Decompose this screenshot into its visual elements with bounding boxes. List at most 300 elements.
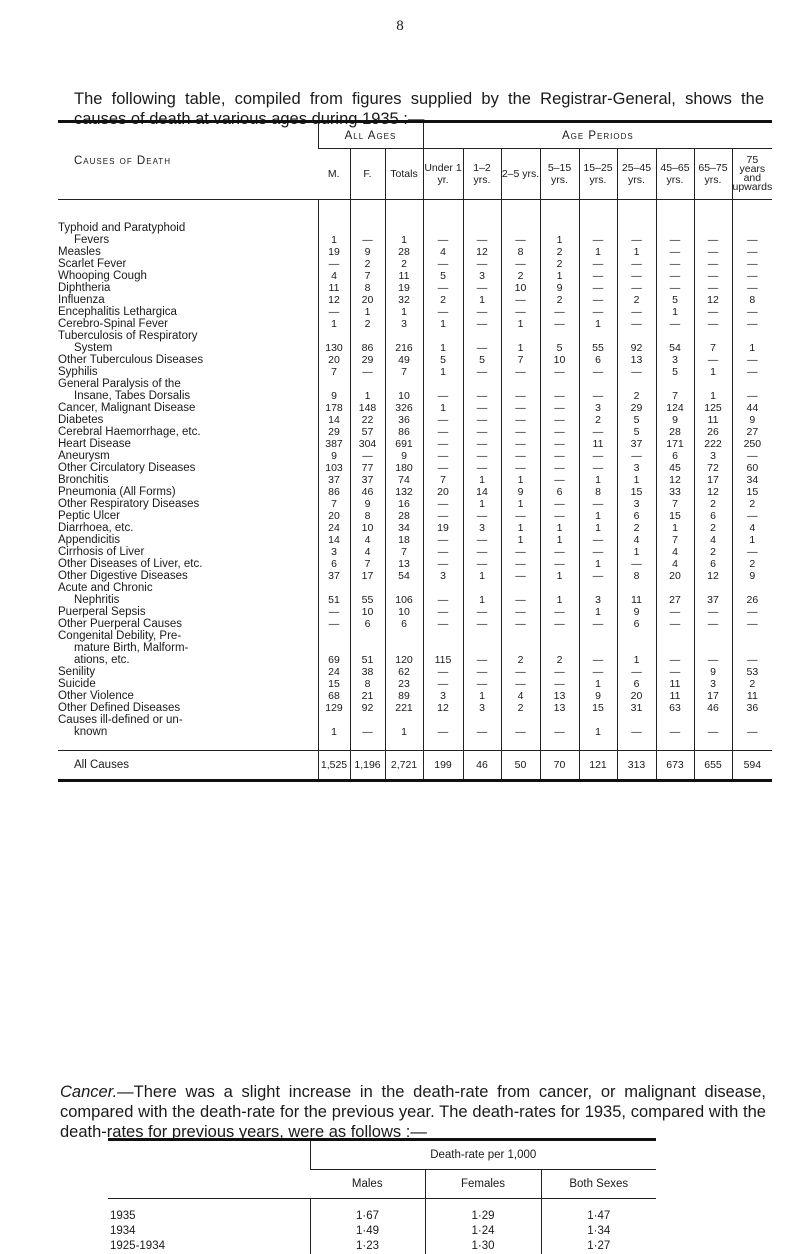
- table-row-continued: [58, 222, 772, 234]
- value-cell: 125: [694, 402, 732, 414]
- value-cell: —: [423, 558, 463, 570]
- value-cell: 9: [350, 498, 385, 510]
- value-cell: —: [423, 414, 463, 426]
- value-cell: 5: [617, 426, 656, 438]
- value-cell: 27: [656, 594, 694, 606]
- value-cell: 37: [318, 474, 350, 486]
- rate-year-label: 1935: [108, 1209, 310, 1224]
- value-cell: 1: [617, 246, 656, 258]
- value-cell: [732, 222, 772, 234]
- value-cell: —: [501, 414, 540, 426]
- totals-label: All Causes: [58, 751, 318, 781]
- value-cell: —: [423, 462, 463, 474]
- cause-cell: [58, 618, 318, 630]
- value-cell: [732, 378, 772, 390]
- value-cell: 11: [617, 594, 656, 606]
- cause-cell: [58, 306, 318, 318]
- totals-value: 121: [579, 751, 617, 781]
- value-cell: 6: [694, 510, 732, 522]
- value-cell: 6: [656, 450, 694, 462]
- value-cell: —: [318, 618, 350, 630]
- value-cell: 3: [385, 318, 423, 330]
- value-cell: 7: [656, 534, 694, 546]
- value-cell: 2: [540, 294, 579, 306]
- rate-value: 1·34: [541, 1224, 656, 1239]
- value-cell: —: [423, 534, 463, 546]
- value-cell: 46: [350, 486, 385, 498]
- value-cell: [579, 714, 617, 726]
- value-cell: —: [423, 498, 463, 510]
- value-cell: —: [463, 258, 501, 270]
- value-cell: 10: [350, 606, 385, 618]
- rate-table-body: [108, 1199, 656, 1254]
- value-cell: [385, 222, 423, 234]
- value-cell: [385, 642, 423, 654]
- value-cell: 12: [656, 474, 694, 486]
- value-cell: 6: [540, 486, 579, 498]
- value-cell: —: [656, 606, 694, 618]
- value-cell: —: [732, 366, 772, 378]
- value-cell: 37: [318, 570, 350, 582]
- value-cell: 86: [350, 342, 385, 354]
- cause-label: Cerebral Haemorrhage, etc.: [58, 426, 201, 438]
- value-cell: 14: [318, 414, 350, 426]
- value-cell: —: [501, 462, 540, 474]
- value-cell: —: [617, 726, 656, 738]
- value-cell: [463, 582, 501, 594]
- value-cell: 2: [617, 390, 656, 402]
- rate-row: [108, 1209, 656, 1224]
- column-header: 2–5 yrs.: [501, 149, 540, 200]
- cause-label: Scarlet Fever: [58, 258, 126, 270]
- cancer-paragraph: [60, 1082, 766, 1142]
- value-cell: [579, 630, 617, 642]
- value-cell: [423, 582, 463, 594]
- cause-cell: [58, 546, 318, 558]
- value-cell: 13: [540, 690, 579, 702]
- value-cell: —: [732, 318, 772, 330]
- cause-cell: [58, 222, 318, 234]
- value-cell: [318, 378, 350, 390]
- all-ages-header: All Ages: [318, 122, 423, 149]
- value-cell: —: [617, 366, 656, 378]
- value-cell: 1: [385, 726, 423, 738]
- value-cell: —: [656, 654, 694, 666]
- value-cell: 1: [732, 342, 772, 354]
- value-cell: 1: [423, 318, 463, 330]
- value-cell: —: [579, 618, 617, 630]
- value-cell: 74: [385, 474, 423, 486]
- table-row-continued: [58, 630, 772, 642]
- value-cell: 57: [350, 426, 385, 438]
- value-cell: [318, 582, 350, 594]
- value-cell: —: [656, 318, 694, 330]
- cause-label: Syphilis: [58, 366, 98, 378]
- value-cell: 51: [350, 654, 385, 666]
- value-cell: 86: [385, 426, 423, 438]
- value-cell: [732, 642, 772, 654]
- table-row: [58, 510, 772, 522]
- value-cell: —: [617, 318, 656, 330]
- value-cell: —: [423, 426, 463, 438]
- spacer-cell: [385, 738, 423, 751]
- value-cell: 1: [656, 306, 694, 318]
- value-cell: 9: [617, 606, 656, 618]
- table-row: [58, 258, 772, 270]
- value-cell: 19: [385, 282, 423, 294]
- value-cell: —: [732, 618, 772, 630]
- cause-label: Tuberculosis of Respiratory: [58, 330, 198, 342]
- value-cell: [694, 714, 732, 726]
- value-cell: 2: [617, 294, 656, 306]
- value-cell: [350, 630, 385, 642]
- value-cell: [540, 222, 579, 234]
- value-cell: [656, 642, 694, 654]
- table-row: [58, 474, 772, 486]
- value-cell: [423, 714, 463, 726]
- value-cell: 6: [350, 618, 385, 630]
- value-cell: —: [463, 390, 501, 402]
- spacer-cell: [732, 200, 772, 223]
- value-cell: 3: [579, 402, 617, 414]
- value-cell: 22: [350, 414, 385, 426]
- value-cell: 1: [318, 234, 350, 246]
- value-cell: 221: [385, 702, 423, 714]
- table-row: [58, 546, 772, 558]
- value-cell: —: [540, 606, 579, 618]
- causes-header: Causes of Death: [58, 122, 318, 200]
- cause-cell: [58, 234, 318, 246]
- value-cell: 10: [540, 354, 579, 366]
- value-cell: 1: [617, 654, 656, 666]
- value-cell: 1: [617, 546, 656, 558]
- value-cell: —: [501, 390, 540, 402]
- column-header: 25–45 yrs.: [617, 149, 656, 200]
- value-cell: [579, 378, 617, 390]
- spacer-cell: [694, 738, 732, 751]
- value-cell: 2: [694, 498, 732, 510]
- value-cell: —: [463, 534, 501, 546]
- value-cell: —: [694, 354, 732, 366]
- table-row: [58, 534, 772, 546]
- value-cell: 33: [656, 486, 694, 498]
- cause-label: Congenital Debility, Pre-: [58, 630, 181, 642]
- rate-value: 1·23: [310, 1239, 425, 1254]
- value-cell: 11: [385, 270, 423, 282]
- value-cell: —: [501, 450, 540, 462]
- value-cell: 691: [385, 438, 423, 450]
- cause-label: Cerebro-Spinal Fever: [58, 318, 168, 330]
- value-cell: 178: [318, 402, 350, 414]
- value-cell: 8: [501, 246, 540, 258]
- value-cell: —: [423, 510, 463, 522]
- value-cell: —: [579, 270, 617, 282]
- value-cell: —: [501, 234, 540, 246]
- value-cell: —: [423, 618, 463, 630]
- value-cell: —: [540, 366, 579, 378]
- value-cell: 19: [423, 522, 463, 534]
- column-header: 45–65 yrs.: [656, 149, 694, 200]
- value-cell: [579, 222, 617, 234]
- rate-value: 1·29: [425, 1209, 541, 1224]
- value-cell: —: [463, 402, 501, 414]
- value-cell: 1: [501, 534, 540, 546]
- value-cell: 20: [617, 690, 656, 702]
- value-cell: 250: [732, 438, 772, 450]
- value-cell: —: [540, 546, 579, 558]
- value-cell: —: [501, 366, 540, 378]
- cause-label: Suicide: [58, 678, 96, 690]
- value-cell: 15: [656, 510, 694, 522]
- spacer-cell: [58, 200, 318, 223]
- rate-value: 1·24: [425, 1224, 541, 1239]
- value-cell: 63: [656, 702, 694, 714]
- cause-label: known: [58, 726, 107, 738]
- value-cell: 11: [656, 690, 694, 702]
- value-cell: 92: [350, 702, 385, 714]
- cause-cell: [58, 594, 318, 606]
- value-cell: —: [732, 270, 772, 282]
- value-cell: [540, 714, 579, 726]
- value-cell: 77: [350, 462, 385, 474]
- value-cell: 1: [540, 234, 579, 246]
- value-cell: [423, 630, 463, 642]
- cancer-text: —There was a slight increase in the death-rate from cancer, or malignant disease, compared with the death-rate for the previous year. The death-rates for 1935, compared with the death-rates for previous years, were as follows :—: [60, 1083, 766, 1141]
- value-cell: —: [423, 594, 463, 606]
- value-cell: —: [318, 258, 350, 270]
- value-cell: —: [540, 462, 579, 474]
- value-cell: —: [463, 342, 501, 354]
- value-cell: 7: [385, 366, 423, 378]
- value-cell: —: [423, 390, 463, 402]
- value-cell: [732, 582, 772, 594]
- value-cell: 1: [694, 366, 732, 378]
- table-row: [58, 570, 772, 582]
- value-cell: —: [579, 546, 617, 558]
- value-cell: 27: [732, 426, 772, 438]
- value-cell: 15: [617, 486, 656, 498]
- value-cell: —: [732, 654, 772, 666]
- value-cell: 2: [350, 318, 385, 330]
- spacer-cell: [540, 200, 579, 223]
- value-cell: [656, 714, 694, 726]
- cause-cell: [58, 702, 318, 714]
- value-cell: 28: [385, 510, 423, 522]
- value-cell: [318, 630, 350, 642]
- value-cell: —: [423, 546, 463, 558]
- table-row: [58, 690, 772, 702]
- value-cell: —: [540, 438, 579, 450]
- cause-label: Diarrhoea, etc.: [58, 522, 133, 534]
- value-cell: 2: [423, 294, 463, 306]
- value-cell: 69: [318, 654, 350, 666]
- table-row: [58, 426, 772, 438]
- value-cell: 17: [350, 570, 385, 582]
- value-cell: —: [732, 234, 772, 246]
- table-row-continued: [58, 378, 772, 390]
- value-cell: 1: [350, 390, 385, 402]
- column-header: F.: [350, 149, 385, 200]
- cause-label: Diabetes: [58, 414, 103, 426]
- value-cell: [463, 714, 501, 726]
- value-cell: —: [694, 270, 732, 282]
- value-cell: —: [617, 270, 656, 282]
- value-cell: —: [501, 558, 540, 570]
- spacer-cell: [318, 200, 350, 223]
- value-cell: —: [617, 450, 656, 462]
- value-cell: 1: [579, 522, 617, 534]
- table-row: [58, 294, 772, 306]
- cause-label: Other Respiratory Diseases: [58, 498, 199, 510]
- cause-label: Puerperal Sepsis: [58, 606, 146, 618]
- spacer-cell: [423, 200, 463, 223]
- value-cell: 1: [540, 534, 579, 546]
- totals-value: 313: [617, 751, 656, 781]
- value-cell: 1: [463, 594, 501, 606]
- value-cell: —: [350, 450, 385, 462]
- value-cell: 2: [540, 258, 579, 270]
- value-cell: 180: [385, 462, 423, 474]
- value-cell: 7: [318, 366, 350, 378]
- value-cell: —: [540, 306, 579, 318]
- value-cell: 23: [385, 678, 423, 690]
- table-row: [58, 282, 772, 294]
- spacer-cell: [579, 738, 617, 751]
- value-cell: 19: [318, 246, 350, 258]
- value-cell: 1: [423, 342, 463, 354]
- value-cell: 1: [540, 522, 579, 534]
- value-cell: —: [318, 306, 350, 318]
- cause-cell: [58, 690, 318, 702]
- value-cell: 14: [463, 486, 501, 498]
- value-cell: [350, 222, 385, 234]
- value-cell: —: [732, 282, 772, 294]
- value-cell: [694, 330, 732, 342]
- value-cell: —: [423, 606, 463, 618]
- column-header: 1–2 yrs.: [463, 149, 501, 200]
- value-cell: —: [501, 570, 540, 582]
- spacer-cell: [694, 200, 732, 223]
- table-row-continued: [58, 642, 772, 654]
- value-cell: 11: [579, 438, 617, 450]
- cause-label: ations, etc.: [58, 654, 130, 666]
- value-cell: 9: [732, 570, 772, 582]
- value-cell: —: [540, 450, 579, 462]
- value-cell: 124: [656, 402, 694, 414]
- value-cell: [350, 714, 385, 726]
- rate-row: [108, 1239, 656, 1254]
- value-cell: —: [579, 366, 617, 378]
- value-cell: [350, 582, 385, 594]
- cause-label: Bronchitis: [58, 474, 109, 486]
- value-cell: 12: [694, 570, 732, 582]
- value-cell: 55: [579, 342, 617, 354]
- value-cell: —: [423, 282, 463, 294]
- table-row: [58, 270, 772, 282]
- cause-label: Pneumonia (All Forms): [58, 486, 176, 498]
- value-cell: —: [540, 390, 579, 402]
- causes-table-body: [58, 200, 772, 781]
- value-cell: —: [579, 570, 617, 582]
- rate-column-header: Females: [425, 1170, 541, 1199]
- value-cell: —: [540, 558, 579, 570]
- value-cell: 4: [350, 546, 385, 558]
- cause-label: Cirrhosis of Liver: [58, 546, 144, 558]
- cause-label: Other Puerperal Causes: [58, 618, 182, 630]
- value-cell: —: [617, 258, 656, 270]
- age-periods-header: Age Periods: [423, 122, 772, 149]
- rate-value: 1·49: [310, 1224, 425, 1239]
- value-cell: —: [463, 318, 501, 330]
- value-cell: [501, 642, 540, 654]
- value-cell: —: [501, 618, 540, 630]
- value-cell: [423, 642, 463, 654]
- spacer-cell: [385, 200, 423, 223]
- value-cell: —: [501, 438, 540, 450]
- table-row: [58, 522, 772, 534]
- value-cell: 20: [656, 570, 694, 582]
- value-cell: 4: [656, 546, 694, 558]
- cause-label: Acute and Chronic: [58, 582, 153, 594]
- value-cell: 38: [350, 666, 385, 678]
- value-cell: [318, 330, 350, 342]
- value-cell: [423, 222, 463, 234]
- value-cell: 1: [694, 390, 732, 402]
- cause-cell: [58, 426, 318, 438]
- value-cell: 12: [694, 294, 732, 306]
- value-cell: 37: [694, 594, 732, 606]
- value-cell: 24: [318, 522, 350, 534]
- value-cell: [540, 582, 579, 594]
- value-cell: —: [656, 666, 694, 678]
- table-row: [58, 486, 772, 498]
- value-cell: [463, 630, 501, 642]
- cause-label: Other Tuberculous Diseases: [58, 354, 203, 366]
- value-cell: 2: [540, 654, 579, 666]
- value-cell: 1: [501, 498, 540, 510]
- value-cell: 1: [501, 474, 540, 486]
- value-cell: 10: [385, 390, 423, 402]
- value-cell: 20: [423, 486, 463, 498]
- column-header: M.: [318, 149, 350, 200]
- value-cell: —: [694, 306, 732, 318]
- value-cell: 26: [732, 594, 772, 606]
- table-row: [58, 354, 772, 366]
- value-cell: [656, 378, 694, 390]
- table-row: [58, 414, 772, 426]
- rate-year-label: 1934: [108, 1224, 310, 1239]
- value-cell: —: [501, 306, 540, 318]
- value-cell: 3: [617, 462, 656, 474]
- value-cell: —: [732, 606, 772, 618]
- cause-label: Fevers: [58, 234, 109, 246]
- totals-value: 199: [423, 751, 463, 781]
- cause-cell: [58, 558, 318, 570]
- value-cell: —: [732, 390, 772, 402]
- value-cell: 132: [385, 486, 423, 498]
- value-cell: 6: [318, 558, 350, 570]
- value-cell: 5: [656, 366, 694, 378]
- value-cell: 106: [385, 594, 423, 606]
- value-cell: 3: [423, 690, 463, 702]
- value-cell: [579, 582, 617, 594]
- value-cell: —: [617, 282, 656, 294]
- table-row: [58, 246, 772, 258]
- value-cell: —: [579, 498, 617, 510]
- value-cell: —: [732, 354, 772, 366]
- value-cell: 129: [318, 702, 350, 714]
- cause-cell: [58, 378, 318, 390]
